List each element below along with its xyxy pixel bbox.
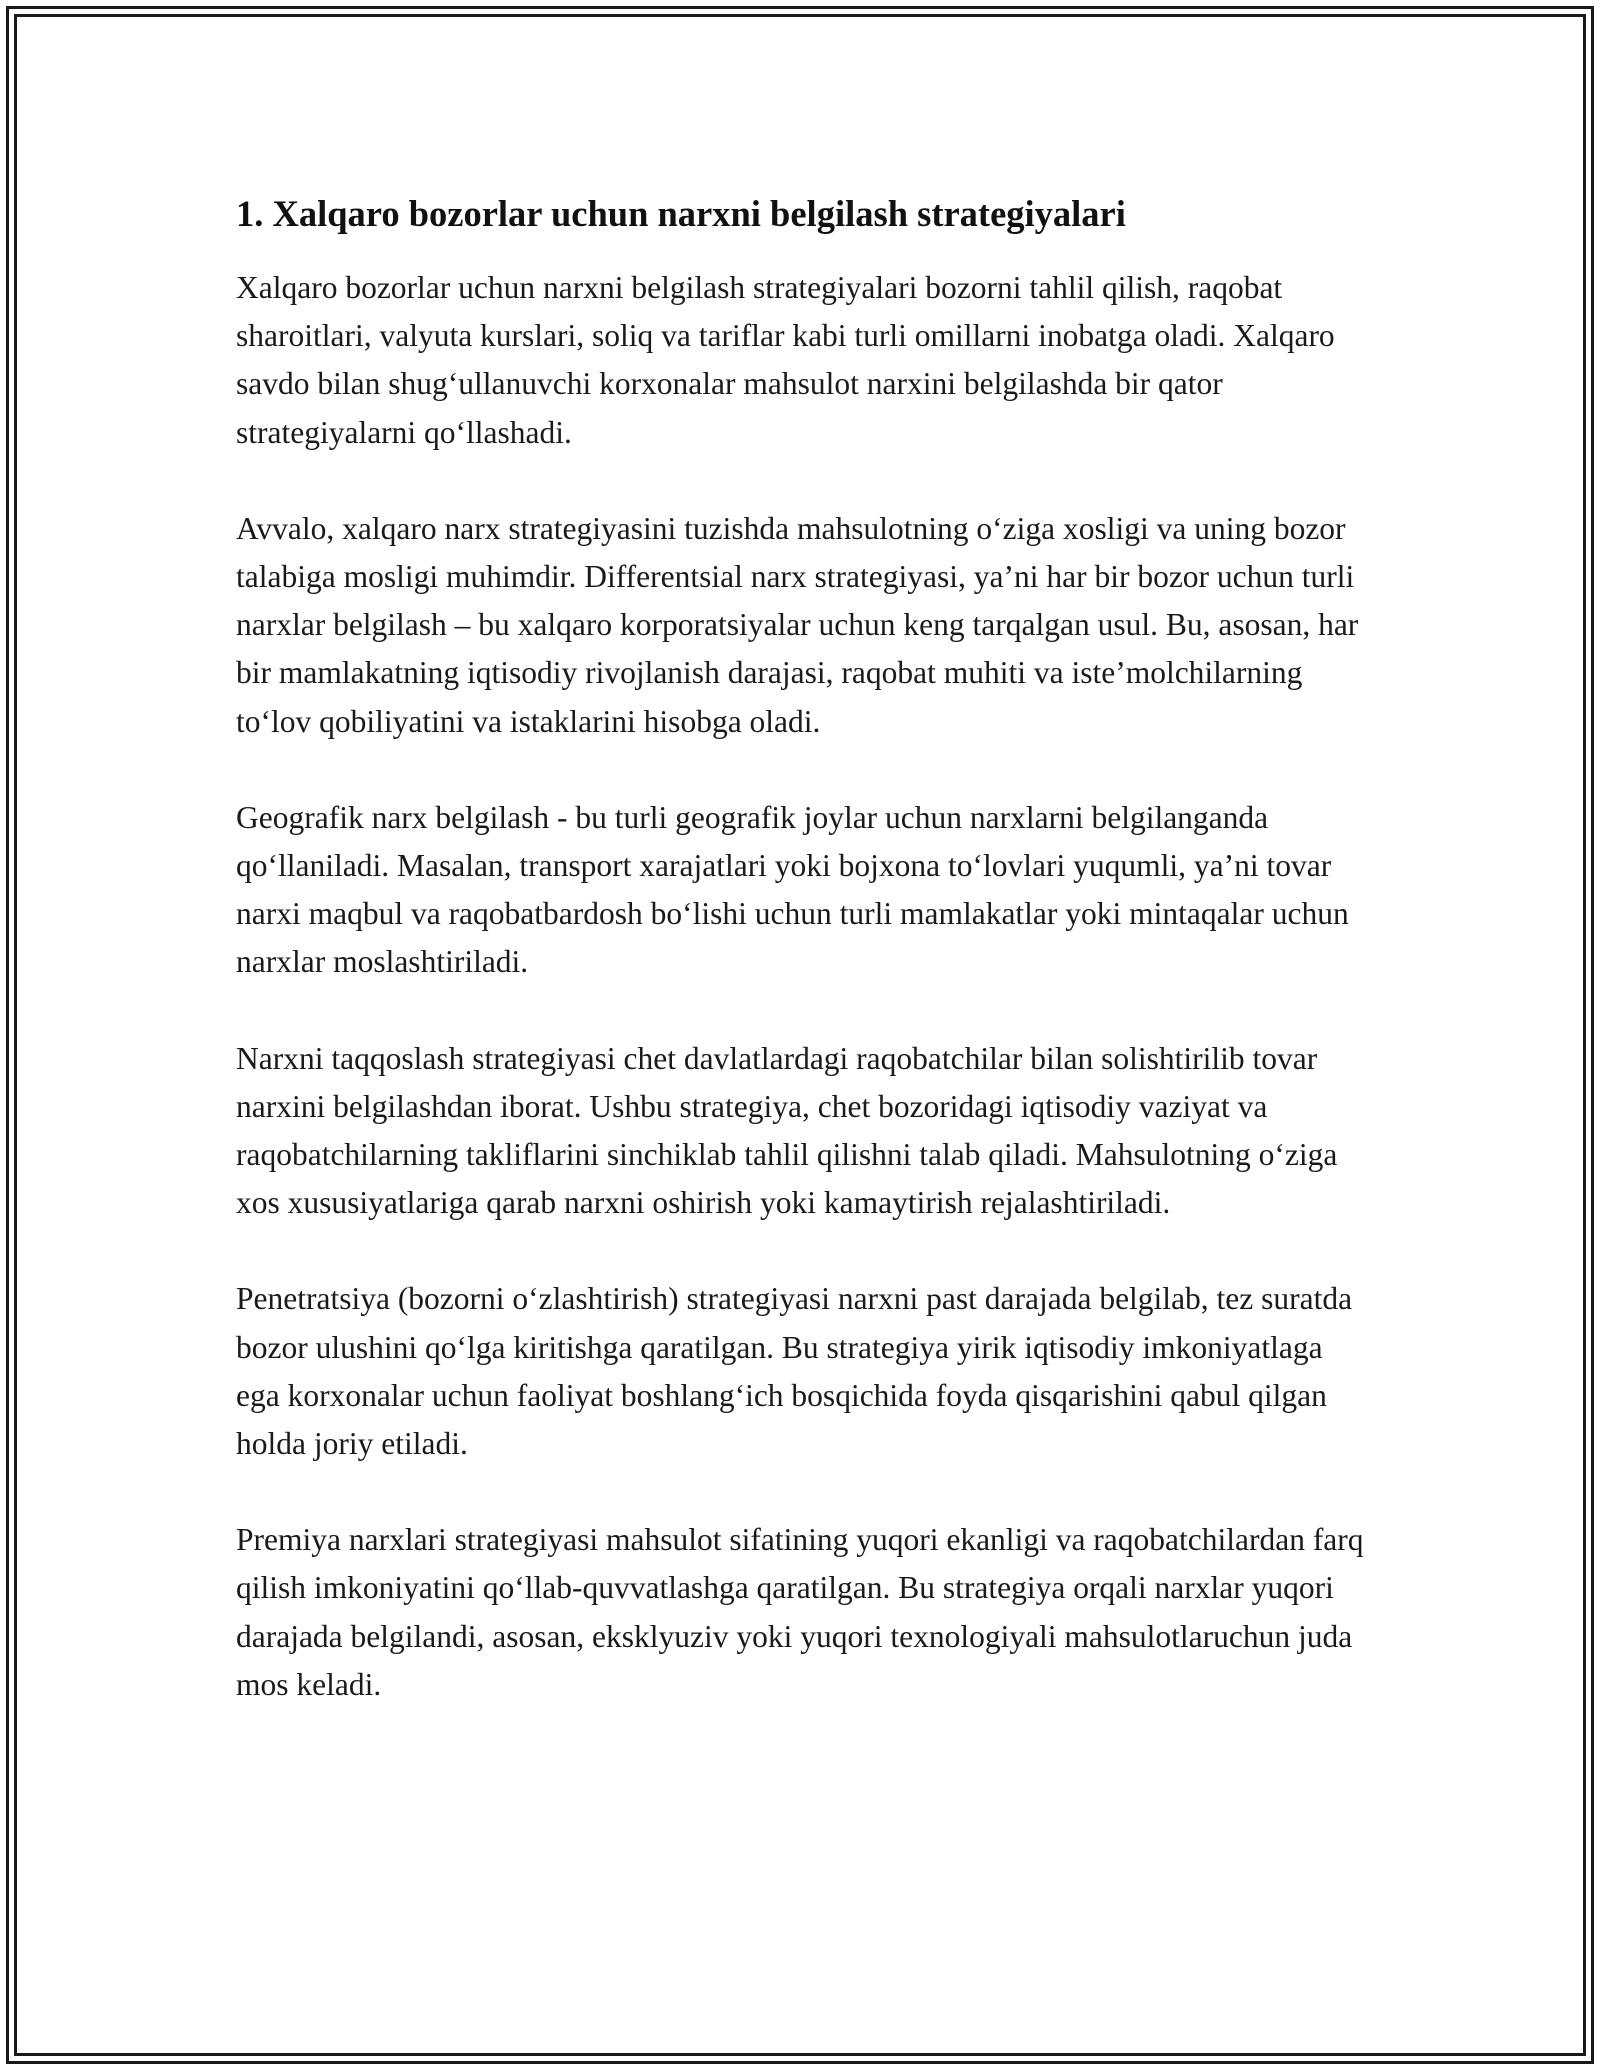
paragraph-intro: Xalqaro bozorlar uchun narxni belgilash strategiyalari bozorni tahlil qilish, raqobat sharoitlari, valyuta kurslari, soliq va tariflar kabi turli omillarni inobatga oladi. Xalqaro savdo bilan shug‘ullanuvchi korxonalar mahsulot narxini belgilashda bir qator strategiyalarni qo‘llashadi.	[236, 270, 1335, 450]
paragraph-geographic-pricing: Geografik narx belgilash - bu turli geografik joylar uchun narxlarni belgilanganda qo‘llaniladi. Masalan, transport xarajatlari yoki bojxona to‘lovlari yuqumli, ya’ni tovar narxi maqbul va raqobatbardosh bo‘lishi uchun turli mamlakatlar yoki mintaqalar uchun narxlar moslashtiriladi.	[236, 799, 1349, 980]
paragraph-penetration-strategy: Penetratsiya (bozorni o‘zlashtirish) strategiyasi narxni past darajada belgilab, tez suratda bozor ulushini qo‘lga kiritishga qaratilgan. Bu strategiya yirik iqtisodiy imkoniyatlaga ega korxonalar uchun faoliyat boshlang‘ich bosqichida foyda qisqarishini qabul qilgan holda joriy etiladi.	[236, 1281, 1353, 1462]
section-heading: 1. Xalqaro bozorlar uchun narxni belgilash strategiyalari	[236, 193, 1126, 234]
paragraph-comparative-pricing: Narxni taqqoslash strategiyasi chet davlatlardagi raqobatchilar bilan solishtirilib tovar narxini belgilashdan iborat. Ushbu strategiya, chet bozoridagi iqtisodiy vaziyat va raqobatchilarning takliflarini sinchiklab tahlil qilishni talab qiladi. Mahsulotning o‘ziga xos xususiyatlariga qarab narxni oshirish yoki kamaytirish rejalashtiriladi.	[236, 1040, 1338, 1221]
paragraph-differential-pricing: Avvalo, xalqaro narx strategiyasini tuzishda mahsulotning o‘ziga xosligi va uning bozor talabiga mosligi muhimdir. Differentsial narx strategiyasi, ya’ni har bir bozor uchun turli narxlar belgilash – bu xalqaro korporatsiyalar uchun keng tarqalgan usul. Bu, asosan, har bir mamlakatning iqtisodiy rivojlanish darajasi, raqobat muhiti va iste’molchilarning to‘lov qobiliyatini va istaklarini hisobga oladi.	[236, 510, 1359, 739]
document-body	[236, 186, 1366, 1709]
paragraph-premium-pricing: Premiya narxlari strategiyasi mahsulot sifatining yuqori ekanligi va raqobatchilardan farq qilish imkoniyatini qo‘llab-quvvatlashga qaratilgan. Bu strategiya orqali narxlar yuqori darajada belgilandi, asosan, eksklyuziv yoki yuqori texnologiyali mahsulotlaruchun juda mos keladi.	[236, 1522, 1364, 1702]
